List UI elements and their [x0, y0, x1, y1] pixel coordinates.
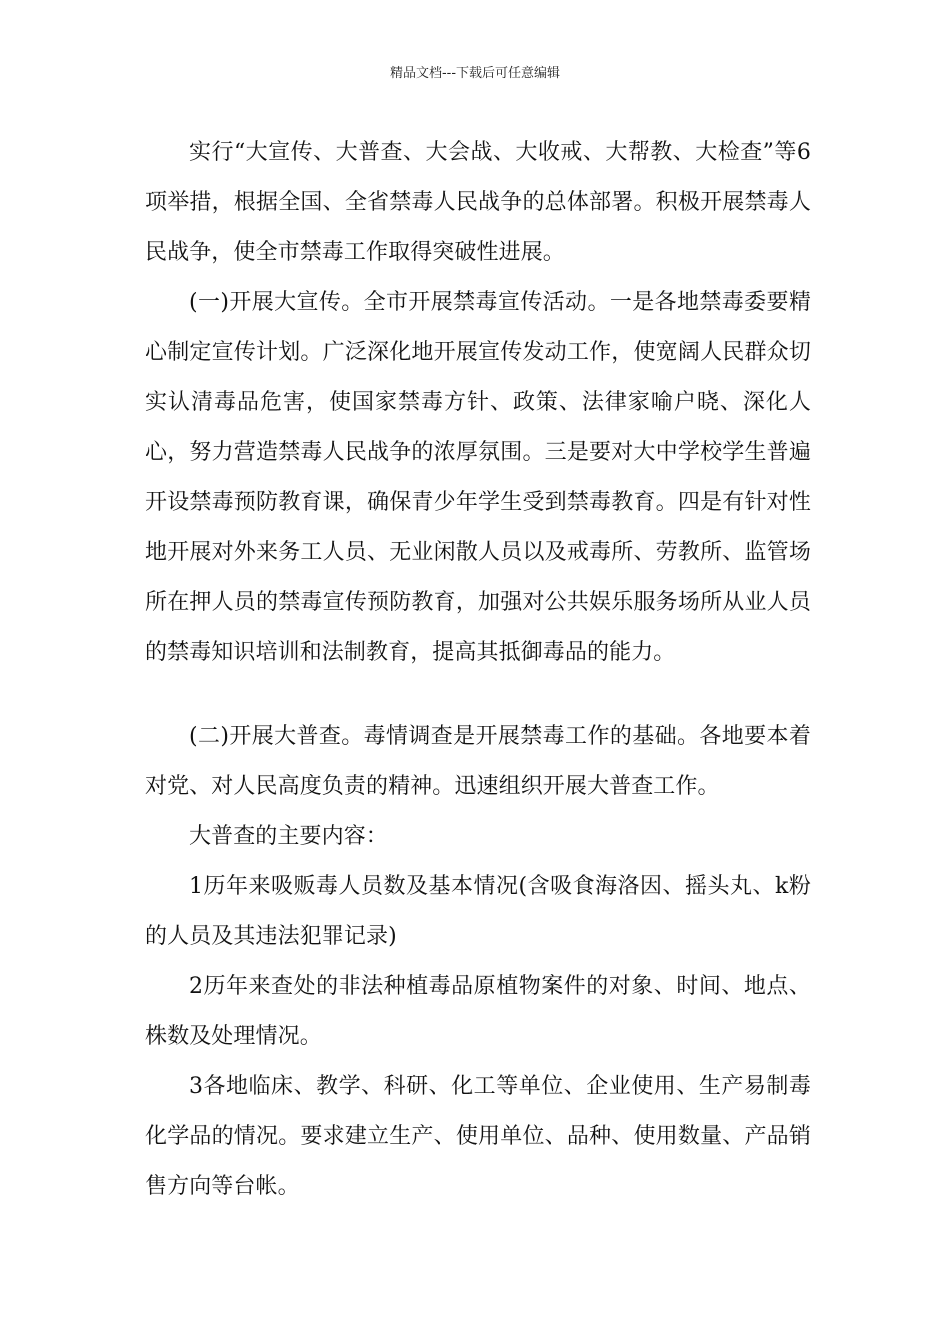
- document-body: [145, 128, 811, 1212]
- paragraph-intro: 实行“大宣传、大普查、大会战、大收戒、大帮教、大检查”等6项举措，根据全国、全省禁毒人民战争的总体部署。积极开展禁毒人民战争，使全市禁毒工作取得突破性进展。: [145, 140, 811, 265]
- page-header: 精品文档---下载后可任意编辑: [389, 66, 561, 81]
- paragraph-survey-content-heading: 大普查的主要内容：: [189, 824, 388, 849]
- paragraph-publicity: (一)开展大宣传。全市开展禁毒宣传活动。一是各地禁毒委要精心制定宣传计划。广泛深化地开展宣传发动工作，使宽阔人民群众切实认清毒品危害，使国家禁毒方针、政策、法律家喻户晓、深化人心，努力营造禁毒人民战争的浓厚氛围。三是要对大中学校学生普遍开设禁毒预防教育课，确保青少年学生受到禁毒教育。四是有针对性地开展对外来务工人员、无业闲散人员以及戒毒所、劳教所、监管场所在押人员的禁毒宣传预防教育，加强对公共娱乐服务场所从业人员的禁毒知识培训和法制教育，提高其抵御毒品的能力。: [145, 290, 811, 665]
- paragraph-spacer: [145, 678, 811, 712]
- paragraph-item-2: 2历年来查处的非法种植毒品原植物案件的对象、时间、地点、株数及处理情况。: [145, 974, 811, 1049]
- paragraph-item-3: 3各地临床、教学、科研、化工等单位、企业使用、生产易制毒化学品的情况。要求建立生产、使用单位、品种、使用数量、产品销售方向等台帐。: [145, 1074, 811, 1199]
- paragraph-survey: (二)开展大普查。毒情调查是开展禁毒工作的基础。各地要本着对党、对人民高度负责的精神。迅速组织开展大普查工作。: [145, 724, 811, 799]
- paragraph-item-1: 1历年来吸贩毒人员数及基本情况(含吸食海洛因、摇头丸、k粉的人员及其违法犯罪记录): [145, 874, 811, 949]
